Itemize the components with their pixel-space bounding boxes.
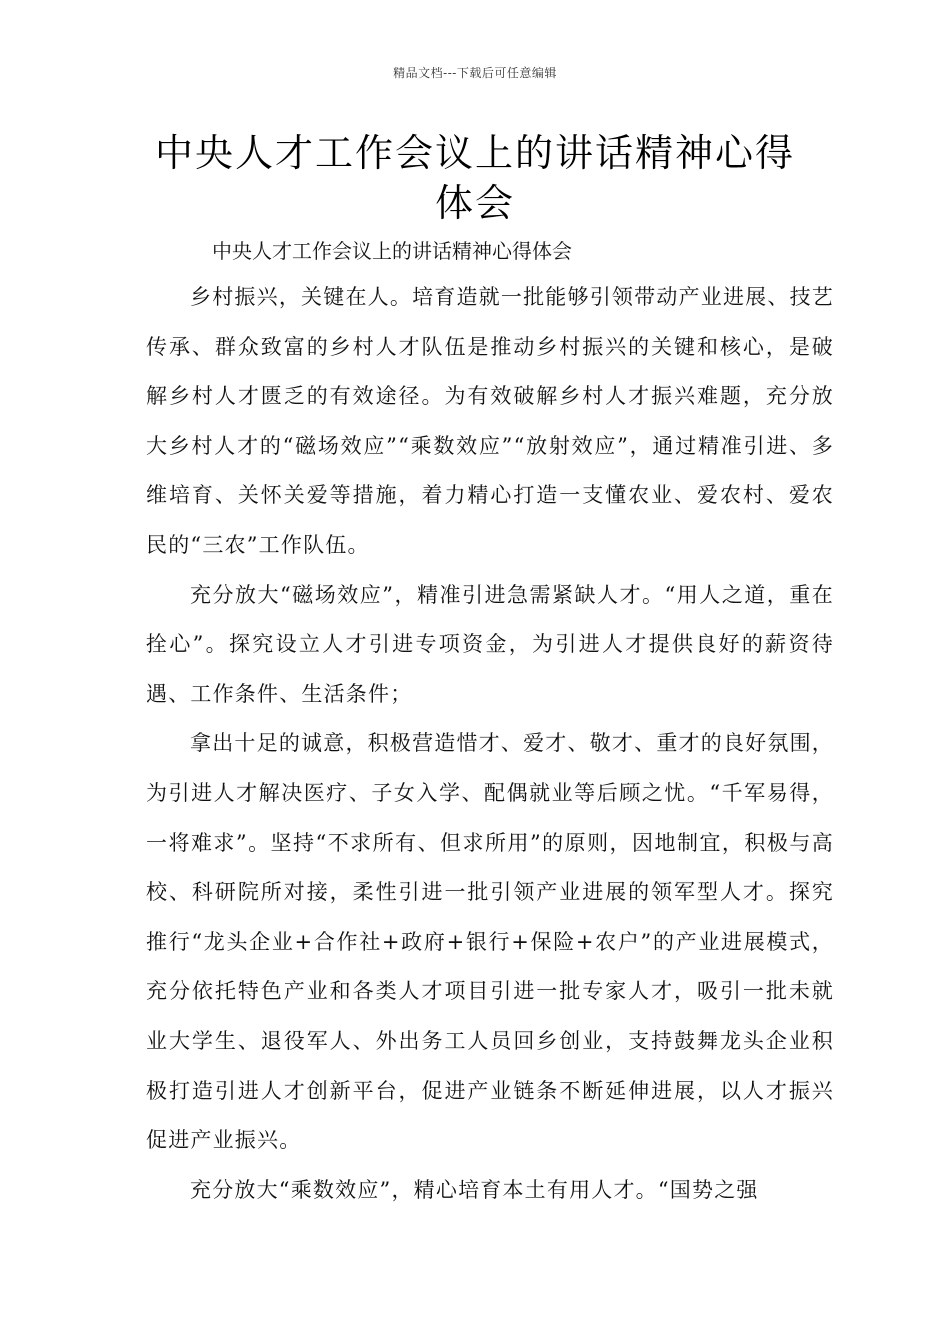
paragraph-1: 乡村振兴，关键在人。培育造就一批能够引领带动产业进展、技艺传承、群众致富的乡村人才队伍是推动乡村振兴的关键和核心，是破解乡村人才匮乏的有效途径。为有效破解乡村人才振兴难题，充分放大乡村人才的“磁场效应”“乘数效应”“放射效应”，通过精准引进、多维培育、关怀关爱等措施，着力精心打造一支懂农业、爱农村、爱农民的“三农”工作队伍。 bbox=[146, 285, 834, 557]
header-note: 精品文档---下载后可任意编辑 bbox=[393, 66, 557, 80]
paragraph-4: 充分放大“乘数效应”，精心培育本土有用人才。“国势之强 bbox=[190, 1177, 759, 1202]
document-title: 中央人才工作会议上的讲话精神心得体会 bbox=[154, 131, 795, 225]
document-body bbox=[146, 233, 834, 1215]
document-subtitle: 中央人才工作会议上的讲话精神心得体会 bbox=[212, 239, 572, 263]
paragraph-3: 拿出十足的诚意，积极营造惜才、爱才、敬才、重才的良好氛围，为引进人才解决医疗、子女入学、配偶就业等后顾之忧。“千军易得，一将难求”。坚持“不求所有、但求所用”的原则，因地制宜，积极与高校、科研院所对接，柔性引进一批引领产业进展的领军型人才。探究推行“龙头企业+合作社+政府+银行+保险+农户”的产业进展模式，充分依托特色产业和各类人才项目引进一批专家人才，吸引一批未就业大学生、退役军人、外出务工人员回乡创业，支持鼓舞龙头企业积极打造引进人才创新平台，促进产业链条不断延伸进展，以人才振兴促进产业振兴。 bbox=[146, 731, 834, 1153]
paragraph-2: 充分放大“磁场效应”，精准引进急需紧缺人才。“用人之道，重在拴心”。探究设立人才引进专项资金，为引进人才提供良好的薪资待遇、工作条件、生活条件； bbox=[146, 582, 834, 706]
